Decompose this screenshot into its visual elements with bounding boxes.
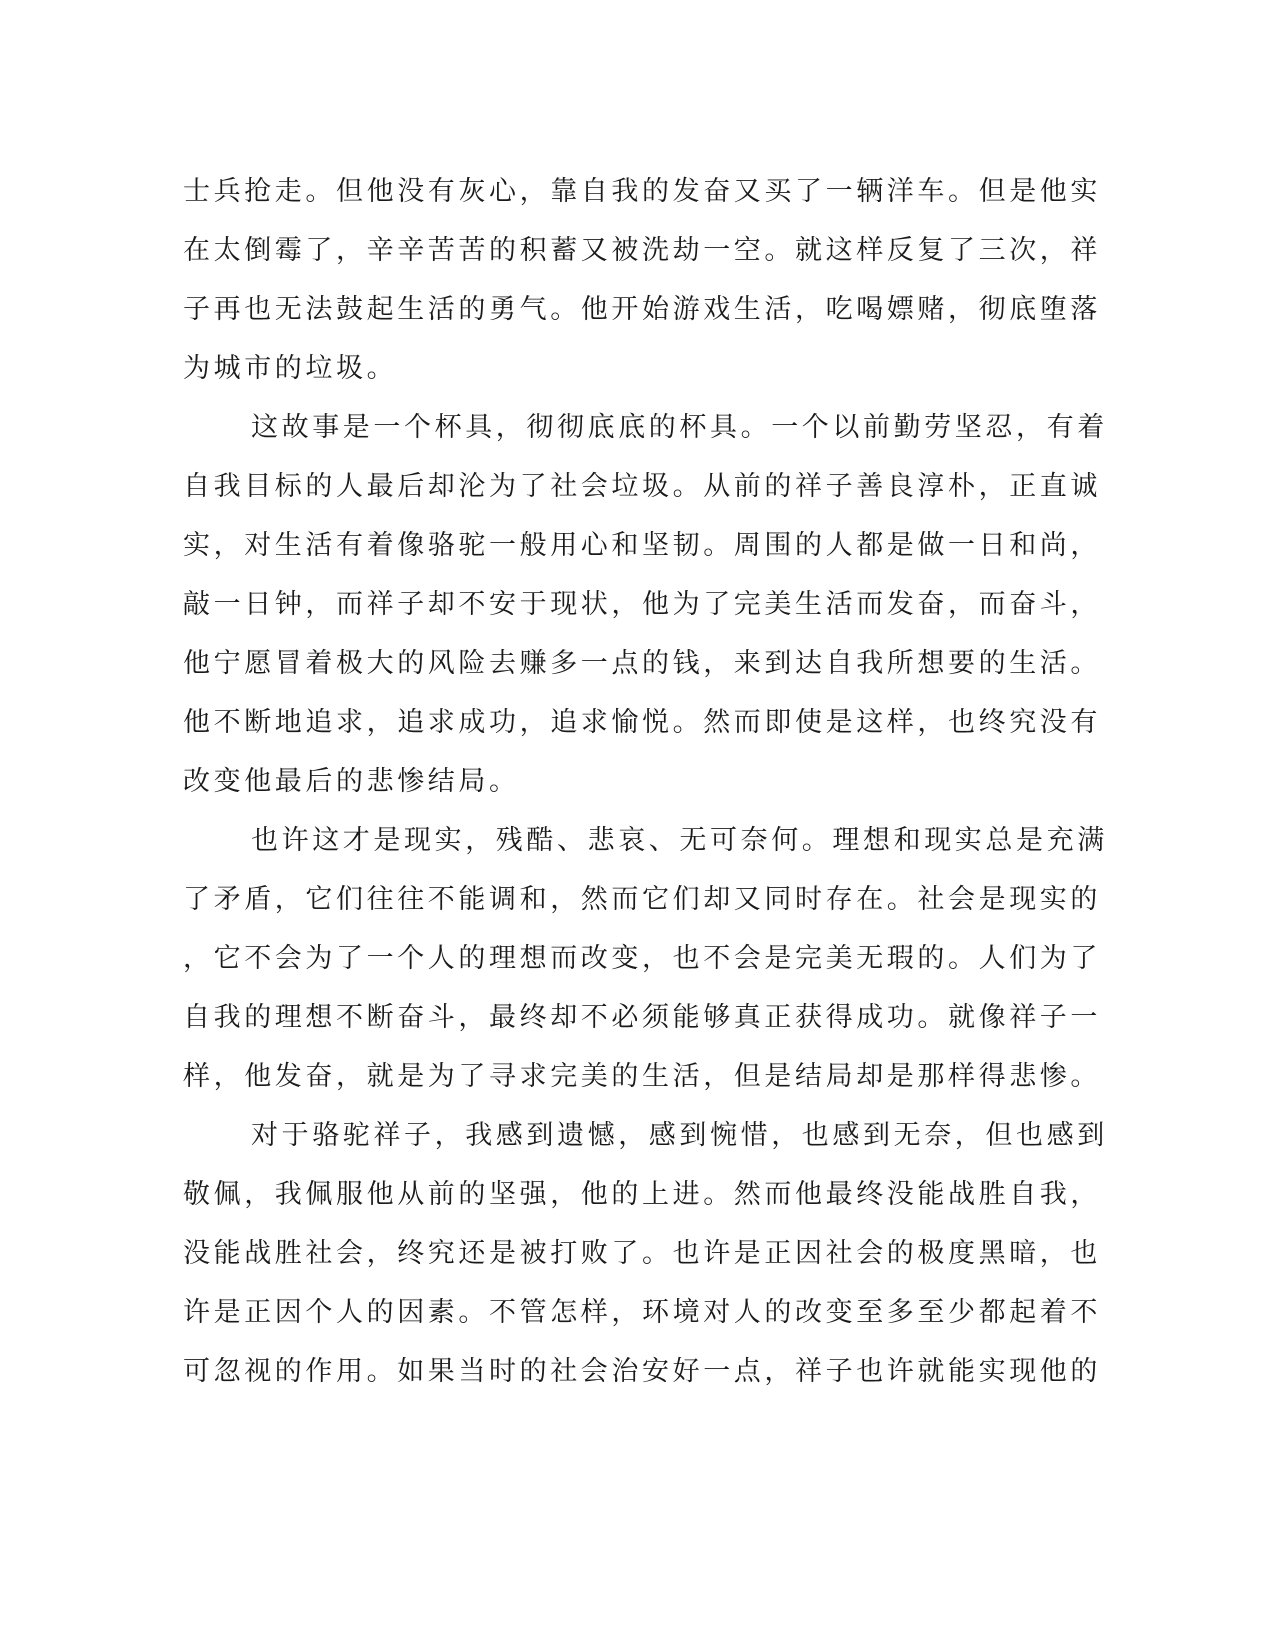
text-line: 也许这才是现实，残酷、悲哀、无可奈何。理想和现实总是充满: [251, 825, 1108, 856]
text-line: 自我目标的人最后却沦为了社会垃圾。从前的祥子善良淳朴，正直诚: [183, 471, 1101, 502]
text-line: 子再也无法鼓起生活的勇气。他开始游戏生活，吃喝嫖赌，彻底堕落: [183, 294, 1101, 325]
paragraph-1: [183, 162, 1101, 398]
paragraph-3: [183, 811, 1108, 1106]
text-line: 可忽视的作用。如果当时的社会治安好一点，祥子也许就能实现他的: [183, 1356, 1101, 1387]
text-line: 在太倒霉了，辛辛苦苦的积蓄又被洗劫一空。就这样反复了三次，祥: [183, 235, 1101, 266]
text-line: 样，他发奋，就是为了寻求完美的生活，但是结局却是那样得悲惨。: [183, 1061, 1101, 1092]
text-line: 为城市的垃圾。: [183, 353, 398, 384]
essay-body: [183, 162, 1108, 1401]
text-line: 自我的理想不断奋斗，最终却不必须能够真正获得成功。就像祥子一: [183, 1002, 1101, 1033]
text-line: 他宁愿冒着极大的风险去赚多一点的钱，来到达自我所想要的生活。: [183, 648, 1101, 679]
text-line: 敬佩，我佩服他从前的坚强，他的上进。然而他最终没能战胜自我，: [183, 1179, 1101, 1210]
text-line: 许是正因个人的因素。不管怎样，环境对人的改变至多至少都起着不: [183, 1297, 1101, 1328]
text-line: 了矛盾，它们往往不能调和，然而它们却又同时存在。社会是现实的: [183, 884, 1101, 915]
text-line: 对于骆驼祥子，我感到遗憾，感到惋惜，也感到无奈，但也感到: [251, 1120, 1108, 1151]
text-line: 敲一日钟，而祥子却不安于现状，他为了完美生活而发奋，而奋斗，: [183, 589, 1101, 620]
paragraph-4: [183, 1106, 1108, 1401]
text-line: 改变他最后的悲惨结局。: [183, 766, 520, 797]
text-line: 他不断地追求，追求成功，追求愉悦。然而即使是这样，也终究没有: [183, 707, 1101, 738]
text-line: 没能战胜社会，终究还是被打败了。也许是正因社会的极度黑暗，也: [183, 1238, 1101, 1269]
text-line: 实，对生活有着像骆驼一般用心和坚韧。周围的人都是做一日和尚，: [183, 530, 1101, 561]
text-line: ，它不会为了一个人的理想而改变，也不会是完美无瑕的。人们为了: [183, 943, 1101, 974]
text-line: 这故事是一个杯具，彻彻底底的杯具。一个以前勤劳坚忍，有着: [251, 412, 1108, 443]
paragraph-2: [183, 398, 1108, 811]
text-line: 士兵抢走。但他没有灰心，靠自我的发奋又买了一辆洋车。但是他实: [183, 176, 1101, 207]
